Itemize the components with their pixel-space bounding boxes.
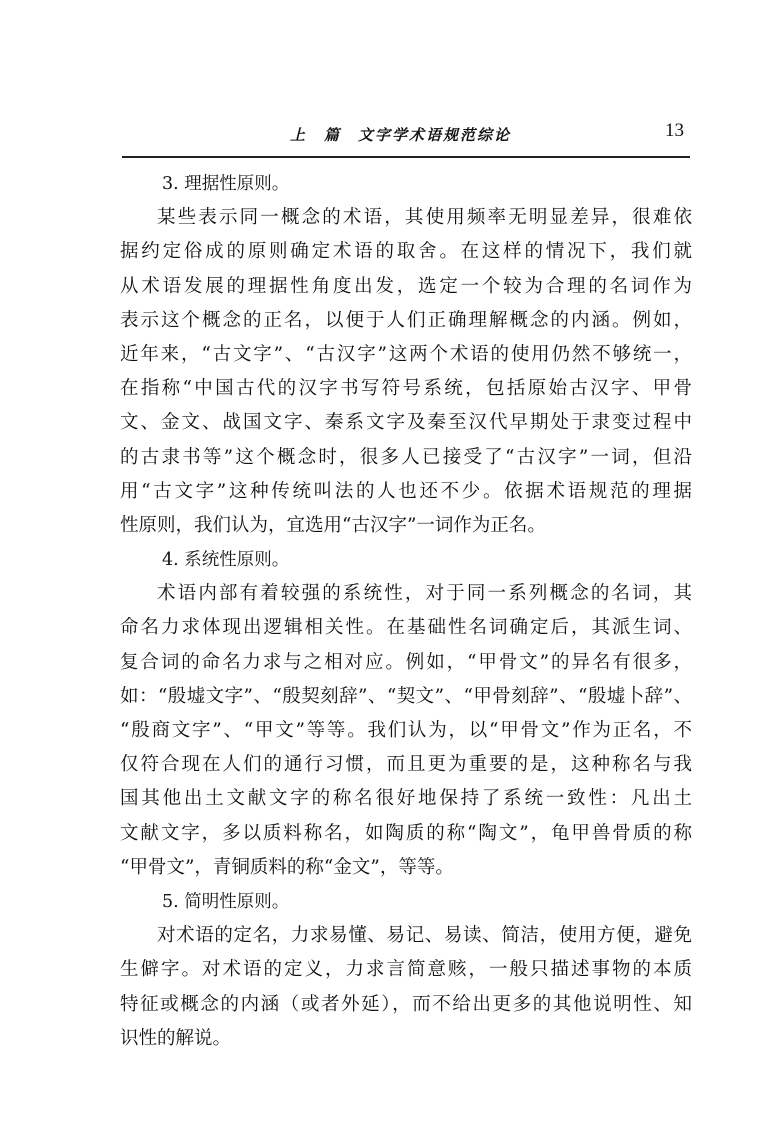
text-line: 术语内部有着较强的系统性，对于同一系列概念的名词，其 [157,583,692,605]
text-line: 用“古文字”这种传统叫法的人也还不少。依据术语规范的理据 [120,480,692,502]
text-line: 文、金文、战国文字、秦系文字及秦至汉代早期处于隶变过程中 [120,412,692,434]
text-line: “甲骨文”，青铜质料的称“金文”，等等。 [120,856,454,878]
text-line: 某些表示同一概念的术语，其使用频率无明显差异，很难依 [157,207,692,229]
text-line: 从术语发展的理据性角度出发，选定一个较为合理的名词作为 [120,275,692,297]
section-heading: 4. 系统性原则。 [162,550,290,571]
section-heading: 5. 简明性原则。 [162,891,290,912]
running-header [122,118,692,158]
text-line: 生僻字。对术语的定义，力求言简意赅，一般只描述事物的本质 [120,959,692,981]
running-header-title: 上 篇 文字学术语规范综论 [290,126,512,144]
text-line: 特征或概念的内涵（或者外延），而不给出更多的其他说明性、知 [120,993,692,1015]
text-line: 近年来，“古文字”、“古汉字”这两个术语的使用仍然不够统一， [120,343,692,365]
text-line: 命名力求体现出逻辑相关性。在基础性名词确定后，其派生词、 [120,617,692,639]
section-heading: 3. 理据性原则。 [162,174,290,194]
text-line: 国其他出土文献文字的称名很好地保持了系统一致性：凡出土 [120,788,692,810]
text-line: 的古隶书等”这个概念时，很多人已接受了“古汉字”一词，但沿 [120,446,692,468]
text-line: 表示这个概念的正名，以便于人们正确理解概念的内涵。例如， [120,309,692,331]
text-line: 仅符合现在人们的通行习惯，而且更为重要的是，这种称名与我 [120,754,692,776]
text-line: 据约定俗成的原则确定术语的取舍。在这样的情况下，我们就 [120,241,692,263]
page-number: 13 [665,120,684,141]
text-line: 在指称“中国古代的汉字书写符号系统，包括原始古汉字、甲骨 [120,378,692,400]
text-line: 如：“殷墟文字”、“殷契刻辞”、“契文”、“甲骨刻辞”、“殷墟卜辞”、 [120,685,692,707]
text-line: 对术语的定名，力求易懂、易记、易读、简洁，使用方便，避免 [157,925,692,947]
body-text [120,167,692,1056]
text-line: 性原则，我们认为，宜选用“古汉字”一词作为正名。 [120,514,546,536]
text-line: 文献文字，多以质料称名，如陶质的称“陶文”，龟甲兽骨质的称 [120,822,692,844]
text-line: 识性的解说。 [120,1027,232,1049]
text-line: 复合词的命名力求与之相对应。例如，“甲骨文”的异名有很多， [120,651,692,673]
header-rule [122,156,690,158]
text-line: “殷商文字”、“甲文”等等。我们认为，以“甲骨文”作为正名，不 [120,720,692,741]
